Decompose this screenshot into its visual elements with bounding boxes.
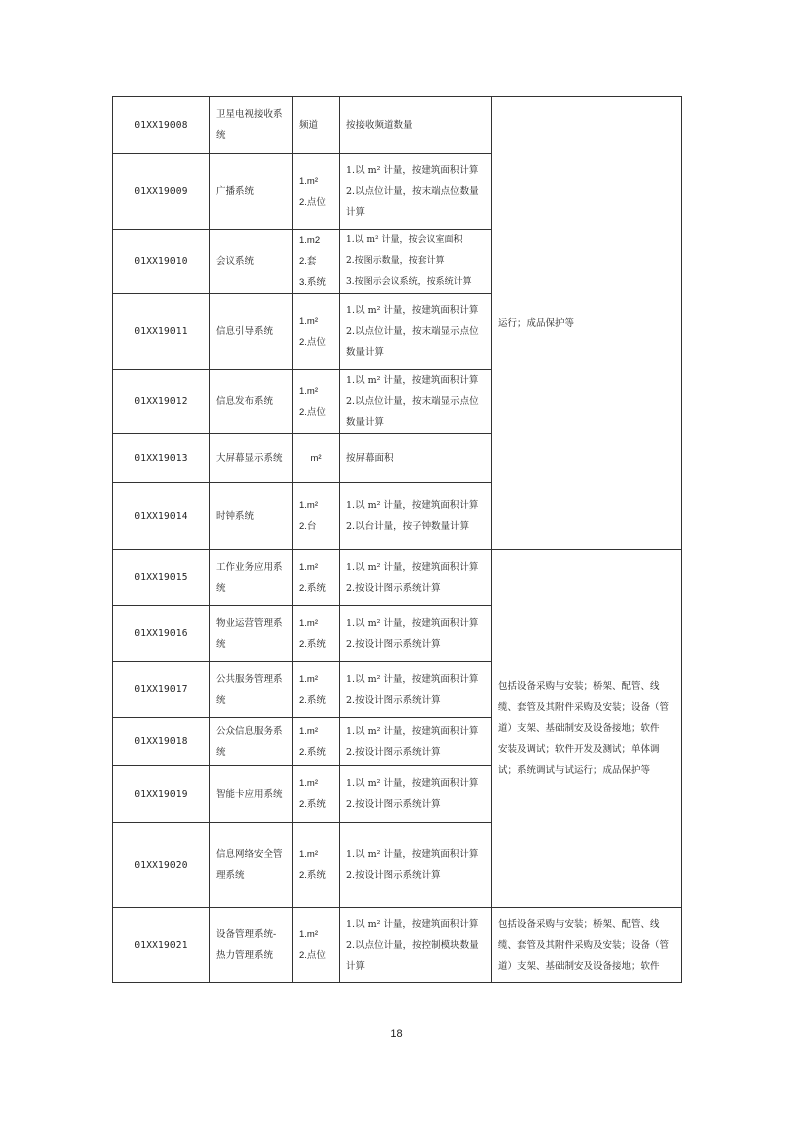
item-name: 公共服务管理系 统 (210, 662, 293, 718)
item-code: 01XX19008 (113, 97, 210, 154)
unit-of-measure: 1.m² 2.系统 (293, 662, 340, 718)
item-code: 01XX19012 (113, 370, 210, 434)
item-code: 01XX19021 (113, 908, 210, 983)
quantity-rule: 1.以 m² 计量，按建筑面积计算 2.按设计图示系统计算 (340, 823, 492, 908)
table-row (113, 908, 682, 983)
quantity-rule: 按接收频道数量 (340, 97, 492, 154)
item-code: 01XX19020 (113, 823, 210, 908)
unit-of-measure: 1.m² 2.台 (293, 483, 340, 550)
quantity-rule: 1.以 m² 计量，按建筑面积计算 2.以台计量，按子钟数量计算 (340, 483, 492, 550)
item-code: 01XX19017 (113, 662, 210, 718)
unit-of-measure: 频道 (293, 97, 340, 154)
item-code: 01XX19013 (113, 434, 210, 483)
item-code: 01XX19019 (113, 766, 210, 823)
item-code: 01XX19010 (113, 230, 210, 294)
item-name: 广播系统 (210, 154, 293, 230)
item-name: 信息网络安全管 理系统 (210, 823, 293, 908)
work-content: 包括设备采购与安装；桥架、配管、线 缆、套管及其附件采购及安装；设备（管 道）支架、基础制安及设备接地；软件 (492, 908, 682, 983)
item-code: 01XX19016 (113, 606, 210, 662)
unit-of-measure: 1.m² 2.系统 (293, 606, 340, 662)
unit-of-measure: 1.m² 2.点位 (293, 370, 340, 434)
work-content: 包括设备采购与安装；桥架、配管、线 缆、套管及其附件采购及安装；设备（管 道）支架、基础制安及设备接地；软件 安装及调试；软件开发及测试；单体调 试；系统调试与试运行；成品保护等 (492, 550, 682, 908)
item-name: 会议系统 (210, 230, 293, 294)
item-name: 信息引导系统 (210, 294, 293, 370)
item-code: 01XX19009 (113, 154, 210, 230)
item-name: 设备管理系统- 热力管理系统 (210, 908, 293, 983)
item-name: 公众信息服务系 统 (210, 718, 293, 766)
item-name: 物业运营管理系 统 (210, 606, 293, 662)
unit-of-measure: 1.m² 2.点位 (293, 154, 340, 230)
unit-of-measure: 1.m² 2.系统 (293, 823, 340, 908)
quantity-rule: 1.以 m² 计量，按建筑面积计算 2.以点位计量，按末端点位数量 计算 (340, 154, 492, 230)
item-name: 大屏幕显示系统 (210, 434, 293, 483)
item-code: 01XX19011 (113, 294, 210, 370)
quantity-rule: 1.以 m² 计量，按会议室面积 2.按图示数量，按套计算 3.按图示会议系统，按系统计算 (340, 230, 492, 294)
unit-of-measure: 1.m² 2.点位 (293, 294, 340, 370)
page-number: 18 (390, 1028, 403, 1040)
quantity-rule: 1.以 m² 计量，按建筑面积计算 2.按设计图示系统计算 (340, 662, 492, 718)
unit-of-measure: m² (293, 434, 340, 483)
item-code: 01XX19018 (113, 718, 210, 766)
unit-of-measure: 1.m² 2.系统 (293, 718, 340, 766)
work-content: 运行；成品保护等 (492, 97, 682, 550)
quantity-rule: 1.以 m² 计量，按建筑面积计算 2.按设计图示系统计算 (340, 718, 492, 766)
unit-of-measure: 1.m² 2.系统 (293, 766, 340, 823)
quantity-rule: 1.以 m² 计量，按建筑面积计算 2.以点位计量，按末端显示点位 数量计算 (340, 370, 492, 434)
quantity-rule: 1.以 m² 计量，按建筑面积计算 2.以点位计量，按控制模块数量 计算 (340, 908, 492, 983)
item-name: 时钟系统 (210, 483, 293, 550)
quantity-rule: 1.以 m² 计量，按建筑面积计算 2.以点位计量，按末端显示点位 数量计算 (340, 294, 492, 370)
quantity-rule: 1.以 m² 计量，按建筑面积计算 2.按设计图示系统计算 (340, 550, 492, 606)
item-name: 工作业务应用系 统 (210, 550, 293, 606)
item-code: 01XX19014 (113, 483, 210, 550)
item-name: 信息发布系统 (210, 370, 293, 434)
table-row (113, 550, 682, 606)
spec-table (112, 96, 682, 983)
quantity-rule: 按屏幕面积 (340, 434, 492, 483)
unit-of-measure: 1.m2 2.套 3.系统 (293, 230, 340, 294)
quantity-rule: 1.以 m² 计量，按建筑面积计算 2.按设计图示系统计算 (340, 606, 492, 662)
unit-of-measure: 1.m² 2.系统 (293, 550, 340, 606)
unit-of-measure: 1.m² 2.点位 (293, 908, 340, 983)
item-code: 01XX19015 (113, 550, 210, 606)
table-row (113, 97, 682, 154)
item-name: 智能卡应用系统 (210, 766, 293, 823)
item-name: 卫星电视接收系 统 (210, 97, 293, 154)
quantity-rule: 1.以 m² 计量，按建筑面积计算 2.按设计图示系统计算 (340, 766, 492, 823)
